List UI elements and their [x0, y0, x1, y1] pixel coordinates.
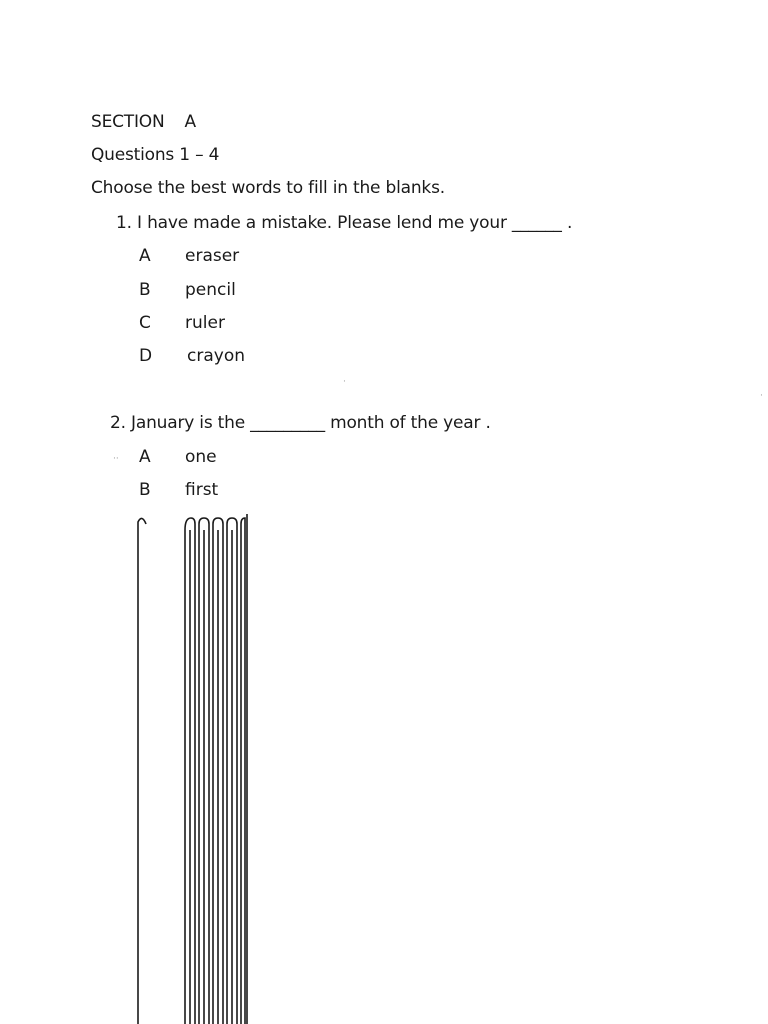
question-2-text: January is the _________ month of the year .	[131, 413, 491, 433]
section-heading	[91, 111, 196, 133]
q1-option-c-letter: C	[139, 313, 151, 333]
question-2-number: 2.	[110, 413, 126, 433]
scan-speck: ·	[760, 391, 763, 401]
scan-speck: ·	[343, 377, 346, 387]
section-letter: A	[184, 112, 196, 132]
instruction-text: Choose the best words to fill in the blanks.	[91, 178, 445, 198]
q1-option-d-letter: D	[139, 346, 153, 366]
section-label: SECTION	[91, 112, 165, 132]
question-1-number: 1.	[116, 213, 132, 233]
q2-option-b-text: first	[185, 480, 219, 500]
q1-option-a-text: eraser	[185, 246, 240, 266]
q2-option-a-letter: A	[139, 447, 151, 467]
questions-range: Questions 1 – 4	[91, 145, 220, 165]
question-1-text: I have made a mistake. Please lend me your ______ .	[137, 213, 573, 233]
scan-speck: ··	[113, 454, 119, 464]
q1-option-c-text: ruler	[185, 313, 225, 333]
q1-option-d-text: crayon	[187, 346, 245, 366]
q2-option-a-text: one	[185, 447, 217, 467]
question-2	[110, 412, 491, 434]
q1-option-b-text: pencil	[185, 280, 236, 300]
question-1	[116, 212, 572, 234]
q1-option-b-letter: B	[139, 280, 151, 300]
scan-smear-artifact	[130, 510, 260, 1024]
q1-option-a-letter: A	[139, 246, 151, 266]
q2-option-b-letter: B	[139, 480, 151, 500]
